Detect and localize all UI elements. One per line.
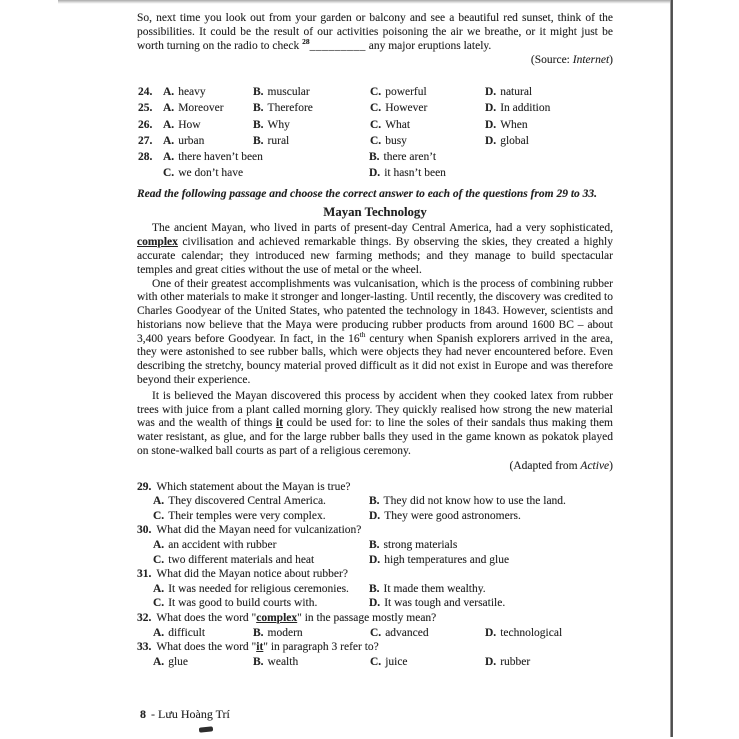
- option-letter: C.: [370, 118, 382, 131]
- page-footer: [140, 707, 230, 722]
- option-letter: C.: [370, 86, 382, 99]
- option-cell: [370, 117, 410, 133]
- option-cell: [370, 655, 408, 670]
- page-top-edge-shadow: [58, 0, 673, 4]
- option-text: When: [500, 118, 528, 131]
- questions-24-28: [137, 84, 613, 181]
- source-name: Internet: [572, 54, 610, 67]
- options-row: [137, 582, 613, 597]
- options-row: [137, 538, 613, 553]
- question-row-26: [137, 117, 613, 133]
- question-33: [137, 640, 613, 655]
- source-close: ): [609, 54, 613, 67]
- option-text: technological: [500, 626, 563, 639]
- option-letter: B.: [253, 655, 264, 668]
- option-cell: [370, 84, 427, 100]
- question-row-27: [137, 133, 613, 149]
- option-text: What: [385, 118, 411, 131]
- questions-29-33: [137, 480, 613, 670]
- question-text: " in paragraph 3 refer to?: [263, 641, 379, 654]
- question-32: [137, 611, 613, 626]
- keyword-it: it: [275, 417, 283, 430]
- option-cell: [485, 133, 529, 149]
- option-cell: [253, 117, 290, 133]
- question-text: Which statement about the Mayan is true?: [156, 480, 351, 493]
- page-number: 8: [140, 707, 146, 721]
- option-text: urban: [178, 134, 205, 147]
- question-row-25: [137, 100, 613, 116]
- page-content: [137, 12, 613, 669]
- option-text: rubber: [500, 655, 531, 668]
- option-letter: A.: [153, 495, 165, 508]
- option-text: However: [385, 102, 428, 115]
- option-cell: [253, 133, 289, 149]
- option-cell: [369, 494, 566, 509]
- option-cell: [153, 655, 188, 670]
- option-letter: A.: [163, 150, 175, 163]
- question-text: " in the passage mostly mean?: [297, 612, 437, 624]
- option-letter: D.: [369, 597, 381, 610]
- source-line: [137, 54, 613, 68]
- option-letter: C.: [153, 553, 165, 566]
- options-row: [137, 509, 613, 524]
- option-letter: D.: [485, 118, 497, 131]
- option-cell: [153, 509, 326, 524]
- passage-paragraph-3: [137, 390, 613, 459]
- option-cell: [153, 494, 326, 509]
- option-text: modern: [267, 626, 303, 639]
- options-row: [137, 494, 613, 509]
- option-text: heavy: [178, 86, 206, 99]
- question-number: 29.: [137, 480, 152, 493]
- option-text: advanced: [385, 626, 429, 639]
- option-text: It was good to build courts with.: [168, 597, 318, 610]
- option-cell: [153, 538, 276, 553]
- passage-paragraph-1: [137, 222, 613, 277]
- option-letter: D.: [369, 553, 381, 566]
- option-text: juice: [385, 655, 408, 668]
- question-30: [137, 523, 613, 538]
- intro-paragraph: [137, 12, 613, 53]
- paragraph-text: century when Spanish explorers arrived in the area, they were astonished to see rubber balls, which were objects they had never encountered before. Even describing the stretchy, bouncy material proved difficult as it did not exist in Europe and was therefore beyond their experience.: [137, 332, 613, 387]
- paragraph-text: civilisation and achieved remarkable things. By observing the skies, they created a highly accurate calendar; they introduced new farming methods; and they manage to build spectacular temples and great cities without the use of metal or the wheel.: [137, 236, 613, 276]
- question-number: 26.: [138, 118, 153, 131]
- option-text: Why: [267, 118, 290, 131]
- option-text: It was needed for religious ceremonies.: [168, 582, 349, 595]
- question-number: 30.: [137, 524, 152, 537]
- paragraph-text: could be used for: to line the soles of their sandals thus making them water resistant, as glue, and for the large rubber balls they used in the game known as pokatok played on stone-walked ball courts as part of a religious ceremony.: [137, 417, 613, 458]
- option-letter: C.: [370, 626, 382, 639]
- option-letter: D.: [485, 655, 497, 668]
- question-row-28-continued: [137, 165, 613, 181]
- option-letter: D.: [485, 86, 497, 99]
- option-cell: [369, 165, 446, 181]
- option-cell: [253, 84, 310, 100]
- paragraph-text: It is believed the Mayan discovered this process by accident when they cooked latex from rubber trees with juice from a plant called morning glory. They quickly realised how strong the new material was and the wealth of things: [137, 389, 613, 430]
- options-row: [137, 626, 613, 641]
- option-cell: [163, 133, 204, 149]
- option-letter: A.: [153, 582, 165, 595]
- question-number: 31.: [137, 568, 152, 581]
- question-number: 24.: [138, 86, 153, 99]
- option-cell: [163, 100, 224, 116]
- keyword-complex: complex: [137, 236, 178, 249]
- option-letter: B.: [253, 134, 264, 147]
- credit-name: Active: [580, 459, 610, 472]
- option-letter: C.: [370, 102, 382, 115]
- question-text: What did the Mayan notice about rubber?: [156, 568, 348, 581]
- option-text: natural: [500, 86, 533, 99]
- option-cell: [163, 165, 243, 181]
- option-letter: B.: [369, 582, 380, 595]
- option-text: difficult: [168, 626, 206, 639]
- option-letter: D.: [369, 509, 381, 522]
- option-letter: B.: [253, 118, 264, 131]
- option-cell: [370, 626, 429, 641]
- option-text: strong materials: [383, 539, 458, 552]
- question-number: 28.: [138, 150, 153, 163]
- passage-title: Mayan Technology: [323, 205, 427, 220]
- option-text: Moreover: [178, 102, 224, 115]
- option-letter: B.: [369, 495, 380, 508]
- option-letter: C.: [163, 167, 175, 180]
- question-row-28: [137, 149, 613, 165]
- option-letter: D.: [485, 134, 497, 147]
- option-letter: A.: [153, 539, 165, 552]
- scan-smudge-artifact: [199, 726, 213, 732]
- option-text: Their temples were very complex.: [168, 509, 326, 522]
- option-text: It made them wealthy.: [383, 582, 486, 595]
- question-number: 27.: [138, 134, 153, 147]
- passage-paragraph-2: [137, 278, 613, 388]
- intro-text-after: any major eruptions lately.: [365, 39, 492, 52]
- option-letter: B.: [369, 539, 380, 552]
- option-letter: C.: [370, 655, 382, 668]
- option-letter: A.: [163, 102, 175, 115]
- credit-prefix: (Adapted from: [509, 459, 581, 472]
- question-number: 33.: [137, 641, 152, 654]
- option-text: muscular: [267, 86, 310, 99]
- option-cell: [163, 149, 263, 165]
- options-row: [137, 655, 613, 670]
- option-letter: B.: [369, 150, 380, 163]
- option-cell: [253, 626, 303, 641]
- option-cell: [370, 100, 427, 116]
- option-cell: [370, 133, 407, 149]
- paragraph-text: The ancient Mayan, who lived in parts of present-day Central America, had a very sophisticated,: [152, 222, 613, 235]
- option-letter: C.: [153, 597, 165, 610]
- option-text: How: [178, 118, 201, 131]
- option-cell: [369, 553, 509, 568]
- option-letter: C.: [153, 509, 165, 522]
- option-cell: [153, 596, 317, 611]
- option-letter: B.: [253, 86, 264, 99]
- option-letter: D.: [369, 167, 381, 180]
- blank-number-ref: 28: [302, 36, 310, 46]
- option-text: there haven’t been: [178, 150, 263, 163]
- option-cell: [163, 117, 201, 133]
- option-text: They discovered Central America.: [168, 495, 326, 508]
- option-text: global: [500, 134, 529, 147]
- source-prefix: (Source:: [530, 54, 573, 67]
- question-31: [137, 567, 613, 582]
- option-letter: A.: [163, 118, 175, 131]
- option-text: busy: [385, 134, 407, 147]
- option-letter: A.: [163, 134, 175, 147]
- option-text: there aren’t: [383, 150, 437, 163]
- option-cell: [253, 100, 313, 116]
- paragraph-text: One of their greatest accomplishments was vulcanisation, which is the process of combining rubber with other materials to make it stronger and longer-lasting. Until recently, the discovery was credited to Charles Goodyear of the United States, who patented the technology in 1843. However, scientists and historians now believe that the Maya were producing rubber products from around 1600 BC – about 3,400 years before Goodyear. In fact, in the 16: [137, 277, 613, 345]
- option-text: Therefore: [267, 102, 313, 115]
- option-letter: A.: [153, 626, 165, 639]
- options-row: [137, 553, 613, 568]
- question-text: What did the Mayan need for vulcanization?: [156, 524, 362, 537]
- option-cell: [153, 553, 314, 568]
- option-letter: D.: [485, 102, 497, 115]
- option-cell: [369, 538, 457, 553]
- option-cell: [485, 84, 532, 100]
- question-text: What does the word ": [156, 641, 257, 654]
- option-text: high temperatures and glue: [384, 553, 510, 566]
- credit-line: [137, 460, 613, 474]
- credit-close: ): [609, 459, 613, 472]
- option-letter: A.: [163, 86, 175, 99]
- question-29: [137, 480, 613, 495]
- option-cell: [153, 582, 349, 597]
- options-row: [137, 596, 613, 611]
- option-text: In addition: [500, 102, 551, 115]
- book-spine-line: [670, 0, 673, 737]
- option-cell: [485, 100, 550, 116]
- section-instruction: Read the following passage and choose the correct answer to each of the questions from 29 to 33.: [137, 188, 598, 201]
- option-cell: [369, 582, 486, 597]
- option-text: two different materials and heat: [168, 553, 315, 566]
- keyword-complex: complex: [256, 612, 298, 624]
- option-text: rural: [267, 134, 290, 147]
- option-cell: [369, 149, 436, 165]
- option-cell: [369, 596, 505, 611]
- option-cell: [485, 626, 562, 641]
- intro-text-before: So, next time you look out from your garden or balcony and see a beautiful red sunset, think of the possibilities. It could be the result of our activities poisoning the air we breathe, or it might just be worth turning on the radio to check: [137, 12, 613, 52]
- option-text: They did not know how to use the land.: [383, 495, 566, 508]
- option-letter: D.: [485, 626, 497, 639]
- question-row-24: [137, 84, 613, 100]
- option-text: powerful: [385, 86, 427, 99]
- question-number: 32.: [137, 612, 152, 624]
- option-cell: [485, 655, 530, 670]
- option-cell: [253, 655, 298, 670]
- option-letter: B.: [253, 626, 264, 639]
- ordinal-superscript: th: [359, 329, 366, 339]
- option-cell: [163, 84, 206, 100]
- question-number: 25.: [138, 102, 153, 115]
- footer-author: - Lưu Hoàng Trí: [148, 707, 230, 721]
- option-cell: [153, 626, 205, 641]
- option-cell: [485, 117, 528, 133]
- option-letter: A.: [153, 655, 165, 668]
- option-text: glue: [168, 655, 188, 668]
- option-letter: C.: [370, 134, 382, 147]
- question-text: What does the word ": [156, 612, 257, 624]
- option-text: an accident with rubber: [168, 539, 277, 552]
- option-text: it hasn’t been: [384, 167, 446, 180]
- option-text: They were good astronomers.: [384, 509, 521, 522]
- keyword-it: it: [256, 641, 264, 654]
- option-cell: [369, 509, 521, 524]
- option-text: we don’t have: [178, 167, 244, 180]
- option-text: It was tough and versatile.: [384, 597, 506, 610]
- fill-in-blank-line: _________: [309, 39, 366, 52]
- option-text: wealth: [267, 655, 299, 668]
- option-letter: B.: [253, 102, 264, 115]
